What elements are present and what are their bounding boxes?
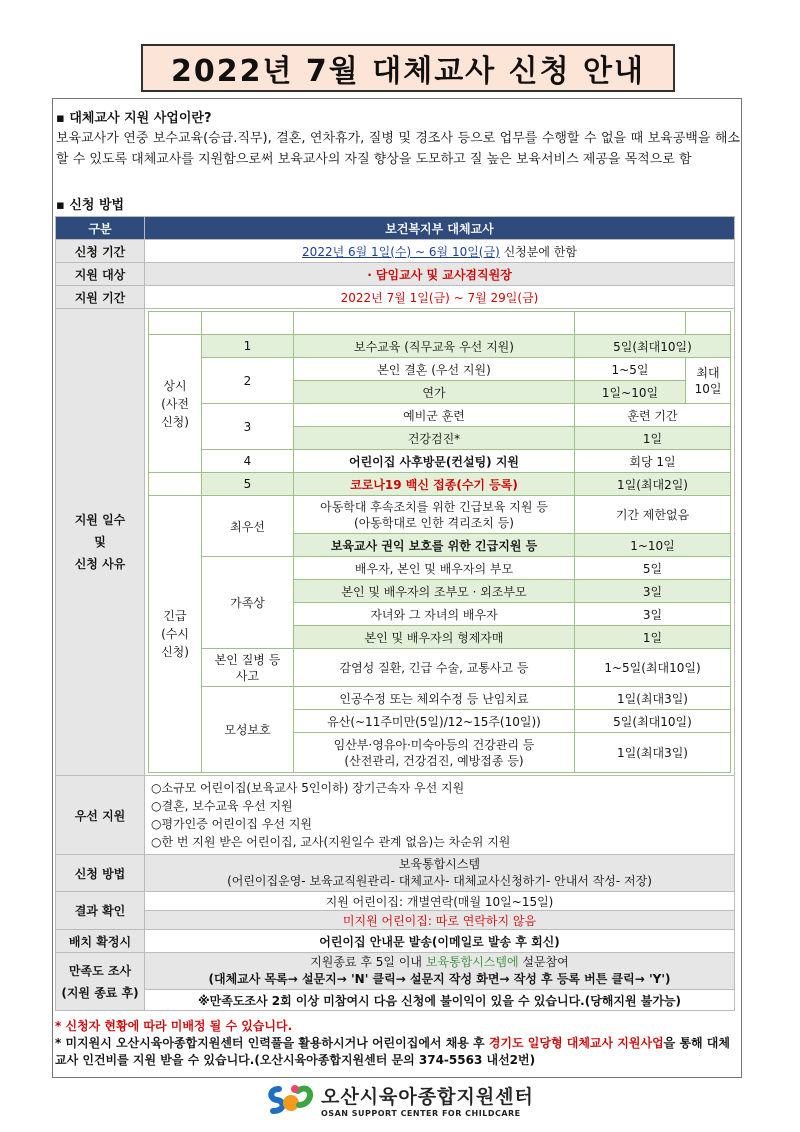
u1a-reason: 아동학대 후속조치를 위한 긴급보육 지원 등 (아동학대로 인한 격리조치 등) [294, 496, 575, 534]
u2d-reason: 본인 및 배우자의 형제자매 [294, 626, 575, 649]
period-value [145, 240, 735, 263]
support-period-value: 2022년 7월 1일(금) ~ 7월 29일(금) [145, 286, 735, 309]
r2-no: 2 [202, 358, 294, 404]
u2a-days: 5일 [575, 557, 731, 580]
survey-line1-system: 보육통합시스템에 [425, 955, 519, 969]
r3a-reason: 예비군 훈련 [294, 404, 575, 427]
title-box [141, 44, 675, 92]
note-1: * 신청자 현황에 따라 미배정 될 수 있습니다. [55, 1019, 293, 1033]
u4b-reason: 유산(~11주미만(5일)/12~15주(10일)) [294, 710, 575, 733]
survey-line1-a: 지원종료 후 5일 이내 [310, 955, 426, 969]
application-table [55, 216, 735, 1011]
u2a-reason: 배우자, 본인 및 배우자의 부모 [294, 557, 575, 580]
header-category: 구분 [56, 217, 145, 240]
u4a-reason: 인공수정 또는 체외수정 등 난임치료 [294, 687, 575, 710]
center-name-ko: 오산시육아종합지원센터 [321, 1086, 534, 1108]
u2c-days: 3일 [575, 603, 731, 626]
regular-category: 상시 (사전 신청) [149, 335, 202, 473]
r3a-days: 훈련 기간 [575, 404, 731, 427]
page-title: 2022년 7월 대체교사 신청 안내 [171, 54, 645, 89]
survey-instructions [145, 953, 735, 990]
u4-category: 모성보호 [202, 687, 294, 773]
note-2-a: * 미지원시 오산시육아종합지원센터 인력풀을 활용하시거나 어린이집에서 채용 후 [55, 1036, 489, 1050]
assign-label: 배치 확정시 [56, 930, 145, 953]
u2b-reason: 본인 및 배우자의 조부모 · 외조부모 [294, 580, 575, 603]
center-logo-text [321, 1082, 534, 1118]
priority-item: ○한 번 지원 받은 어린이집, 교사(지원일수 관계 없음)는 차순위 지원 [151, 835, 511, 849]
survey-warning: ※만족도조사 2회 이상 미참여시 다음 신청에 불이익이 있을 수 있습니다.(당해지원 불가능) [145, 990, 735, 1011]
apply-line1: 보육통합시스템 [398, 857, 481, 871]
u2-category: 가족상 [202, 557, 294, 649]
u4b-days: 5일(최대10일) [575, 710, 731, 733]
assign-value: 어린이집 안내문 발송(이메일로 발송 후 회신) [145, 930, 735, 953]
period-suffix: 신청분에 한함 [499, 244, 577, 259]
days-label-1: 지원 일수 [74, 513, 126, 527]
survey-label [56, 953, 145, 1011]
u1-category: 최우선 [202, 496, 294, 557]
priority-label: 우선 지원 [56, 776, 145, 855]
r2a-reason: 본인 결혼 (우선 지원) [294, 358, 575, 381]
r4-days: 회당 1일 [575, 450, 731, 473]
r5-reason: 코로나19 백신 접종(수기 등록) [294, 473, 575, 496]
urgent-category: 긴급 (수시 신청) [149, 496, 202, 773]
u4c-days: 1일(최대3일) [575, 733, 731, 773]
r2b-days: 1일~10일 [575, 381, 686, 404]
apply-label: 신청 방법 [56, 855, 145, 892]
center-logo [265, 1080, 535, 1120]
method-heading: ▪ 신청 방법 [56, 198, 125, 213]
r1-no: 1 [202, 335, 294, 358]
r3b-reason: 건강검진* [294, 427, 575, 450]
result-line2: 미지원 어린이집: 따로 연락하지 않음 [145, 911, 735, 930]
r4-reason: 어린이집 사후방문(컨설팅) 지원 [294, 450, 575, 473]
support-period-label: 지원 기간 [56, 286, 145, 309]
r1-days: 5일(최대10일) [575, 335, 731, 358]
u1a-days: 기간 제한없음 [575, 496, 731, 534]
survey-line2: (대체교사 목록→ 설문지→ 'N' 클릭→ 설문지 작성 화면→ 작성 후 등록 버튼 클릭→ 'Y') [208, 972, 671, 986]
u3-reason: 감염성 질환, 긴급 수술, 교통사고 등 [294, 649, 575, 687]
center-logo-icon [265, 1083, 315, 1117]
days-label [56, 309, 145, 776]
header-program: 보건복지부 대체교사 [145, 217, 735, 240]
apply-line2: (어린이집운영- 보육교직원관리- 대체교사- 대체교사신청하기- 안내서 작성- 저장) [227, 874, 652, 888]
apply-value [145, 855, 735, 892]
priority-list [145, 776, 735, 855]
days-detail-cell [145, 309, 735, 776]
u1b-days: 1~10일 [575, 534, 731, 557]
u4a-days: 1일(최대3일) [575, 687, 731, 710]
u4c-reason: 임산부·영유아·미숙아등의 건강관리 등 (산전관리, 건강검진, 예방접종 등) [294, 733, 575, 773]
result-line1: 지원 어린이집: 개별연락(매월 10일~15일) [145, 892, 735, 911]
r3b-days: 1일 [575, 427, 731, 450]
r3-no: 3 [202, 404, 294, 450]
r2-max: 최대 10일 [686, 358, 731, 404]
priority-item: ○평가인증 어린이집 우선 지원 [151, 817, 313, 831]
u2d-days: 1일 [575, 626, 731, 649]
target-value: · 담임교사 및 교사겸직원장 [145, 263, 735, 286]
note-2 [55, 1035, 739, 1069]
priority-item: ○결혼, 보수교육 우선 지원 [151, 799, 293, 813]
priority-item: ○소규모 어린이집(보육교사 5인이하) 장기근속자 우선 지원 [151, 781, 465, 795]
result-label: 결과 확인 [56, 892, 145, 930]
days-label-2: 및 [94, 535, 106, 549]
r1-reason: 보수교육 (직무교육 우선 지원) [294, 335, 575, 358]
notes [55, 1018, 739, 1069]
r2b-reason: 연가 [294, 381, 575, 404]
days-detail-table [148, 311, 731, 773]
survey-label-1: 만족도 조사 [68, 963, 132, 978]
u3-days: 1~5일(최대10일) [575, 649, 731, 687]
target-label: 지원 대상 [56, 263, 145, 286]
intro-text: 보육교사가 연중 보수교육(승급.직무), 결혼, 연차휴가, 질병 및 경조사 등으로 업무를 수행할 수 없을 때 보육공백을 해소할 수 있도록 대체교사를 지원함으로써 보육교사의 자질 향상을 도모하고 질 높은 보육서비스 제공을 목적으로 함 [56, 131, 740, 167]
note-2-c: 을 통해 대체교사 인건비를 지원 받을 수 있습니다.(오산시육아종합지원센터 문의 374-5563 내선2번) [55, 1036, 730, 1067]
r4-no: 4 [202, 450, 294, 473]
u1b-reason: 보육교사 권익 보호를 위한 긴급지원 등 [294, 534, 575, 557]
period-link[interactable]: 2022년 6월 1일(수) ~ 6월 10일(금) [302, 244, 500, 259]
survey-line1-c: 설문참여 [518, 955, 569, 969]
r2a-days: 1~5일 [575, 358, 686, 381]
u2c-reason: 자녀와 그 자녀의 배우자 [294, 603, 575, 626]
period-label: 신청 기간 [56, 240, 145, 263]
center-name-en: OSAN SUPPORT CENTER FOR CHILDCARE [321, 1109, 521, 1118]
survey-line1 [149, 954, 730, 971]
days-label-3: 신청 사유 [74, 557, 126, 571]
intro-heading: ▪ 대체교사 지원 사업이란? [56, 111, 212, 126]
u2b-days: 3일 [575, 580, 731, 603]
survey-label-2: (지원 종료 후) [61, 985, 139, 1000]
u3-category: 본인 질병 등 사고 [202, 649, 294, 687]
note-2-program: 경기도 일당형 대체교사 지원사업 [488, 1036, 664, 1050]
r5-no: 5 [202, 473, 294, 496]
r5-days: 1일(최대2일) [575, 473, 731, 496]
